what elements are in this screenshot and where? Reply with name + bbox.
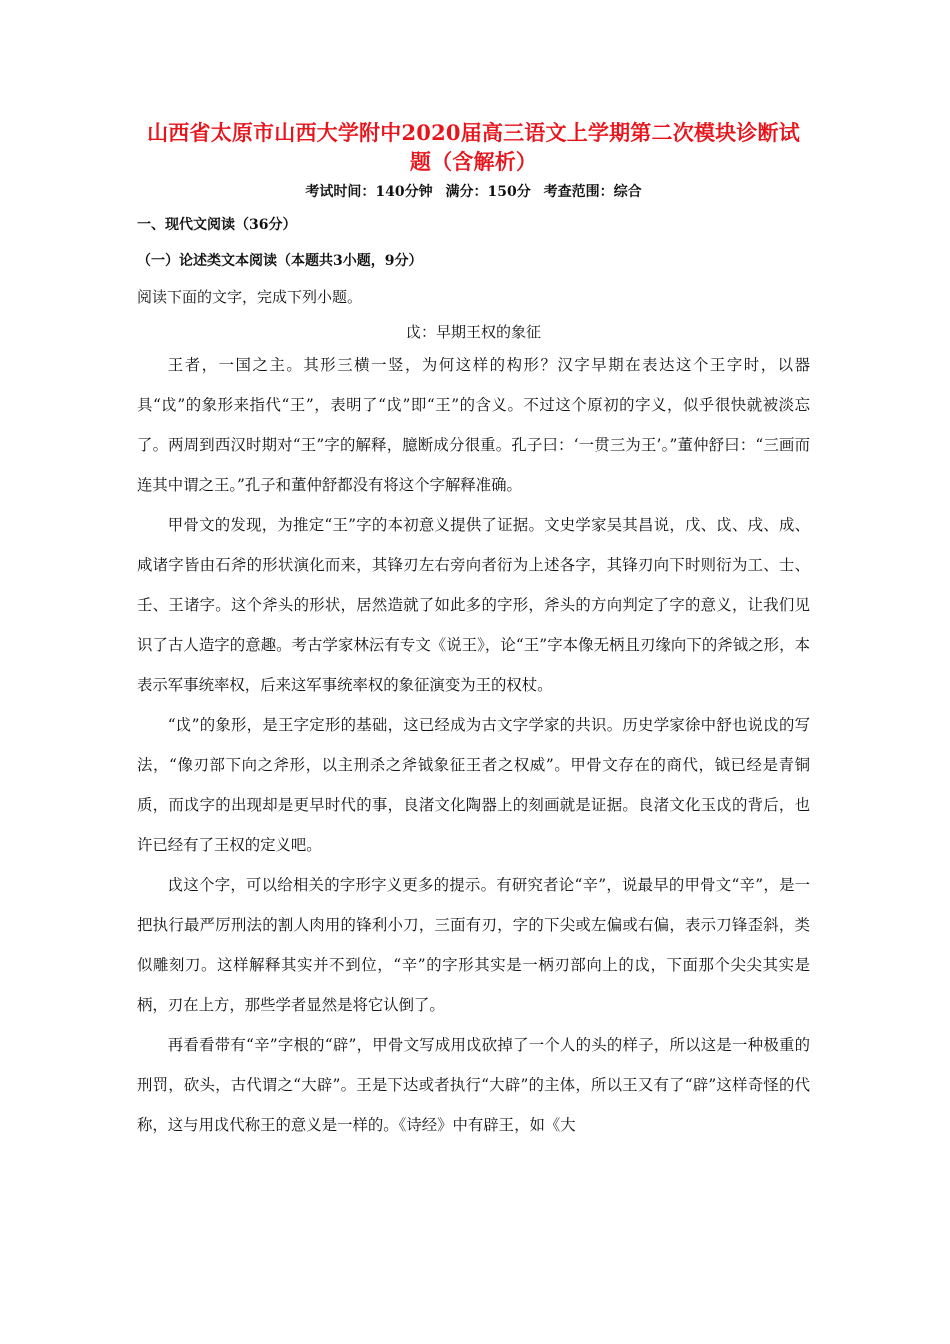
- exam-scope: 考查范围：综合: [543, 184, 642, 200]
- subsection-heading: （一）论述类文本阅读（本题共3小题，9分）: [137, 253, 423, 269]
- section-heading: 一、现代文阅读（36分）: [137, 217, 297, 233]
- paragraph-3: “戉”的象形，是王字定形的基础，这已经成为古文字学家的共识。历史学家徐中舒也说戉的写法，“像刃部下向之斧形，以主刑杀之斧钺象征王者之权威”。甲骨文存在的商代，钺已经是青铜质，而戉字的出现却是更早时代的事，良渚文化陶器上的刻画就是证据。良渚文化玉戉的背后，也许已经有了王权的定义吧。: [137, 716, 810, 854]
- exam-score: 满分：150分: [445, 184, 531, 200]
- paragraph-1: 王者，一国之主。其形三横一竖，为何这样的构形？汉字早期在表达这个王字时，以器具“戉”的象形来指代“王”，表明了“戉”即“王”的含义。不过这个原初的字义，似乎很快就被淡忘了。两周到西汉时期对“王”字的解释，臆断成分很重。孔子曰：‘一贯三为王’。”董仲舒曰：“三画而连其中谓之王。”孔子和董仲舒都没有将这个字解释准确。: [137, 356, 810, 494]
- paragraph-2: 甲骨文的发现，为推定“王”字的本初意义提供了证据。文史学家吴其昌说，戊、戉、戌、成、咸诸字皆由石斧的形状演化而来，其锋刃左右旁向者衍为上述各字，其锋刃向下时则衍为工、士、壬、王诸字。这个斧头的形状，居然造就了如此多的字形，斧头的方向判定了字的意义，让我们见识了古人造字的意趣。考古学家林沄有专文《说王》，论“王”字本像无柄且刃缘向下的斧钺之形，本表示军事统率权，后来这军事统率权的象征演变为王的权杖。: [137, 516, 810, 694]
- paragraph-4: 戉这个字，可以给相关的字形字义更多的提示。有研究者论“辛”，说最早的甲骨文“辛”，是一把执行最严厉刑法的割人肉用的锋利小刀，三面有刃，字的下尖或左偏或右偏，表示刀锋歪斜，类似雕刻刀。这样解释其实并不到位，“辛”的字形其实是一柄刃部向上的戉，下面那个尖尖其实是柄，刃在上方，那些学者显然是将它认倒了。: [137, 876, 810, 1014]
- article-body: [137, 345, 810, 1145]
- document-title: 山西省太原市山西大学附中2020届高三语文上学期第二次模块诊断试题（含解析）: [147, 120, 800, 174]
- exam-time: 考试时间：140分钟: [305, 184, 433, 200]
- paragraph-5: 再看看带有“辛”字根的“辟”，甲骨文写成用戉砍掉了一个人的头的样子，所以这是一种极重的刑罚，砍头，古代谓之“大辟”。王是下达或者执行“大辟”的主体，所以王又有了“辟”这样奇怪的代称，这与用戉代称王的意义是一样的。《诗经》中有辟王，如《大: [137, 1036, 810, 1134]
- article-title: 戉：早期王权的象征: [405, 323, 541, 341]
- reading-instruction: 阅读下面的文字，完成下列小题。: [137, 288, 363, 306]
- document-page: [137, 118, 810, 1145]
- exam-info: [137, 182, 810, 202]
